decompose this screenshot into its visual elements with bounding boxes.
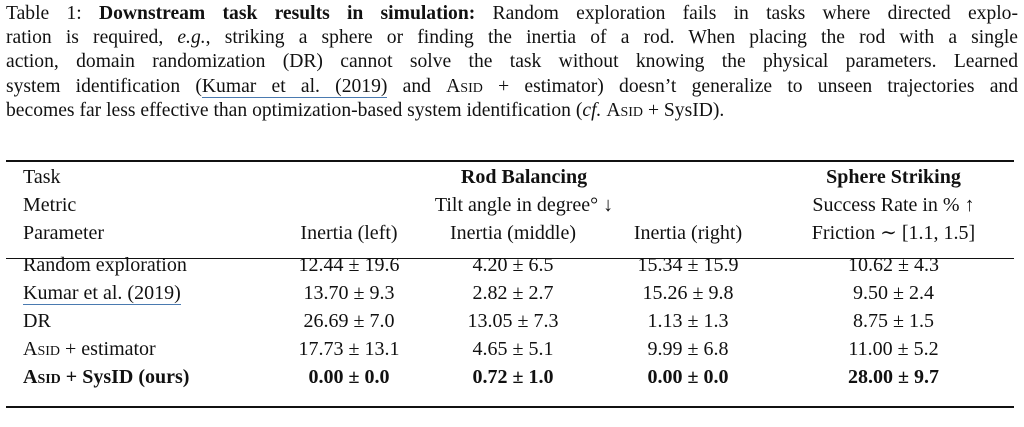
value-cell: 0.00 ± 0.0 xyxy=(308,366,390,388)
value-cell: 13.05 ± 7.3 xyxy=(467,310,559,332)
caption-text: action, domain randomization (DR) cannot solve the task without knowing the physical parameters. Learned xyxy=(6,51,1018,73)
table-row xyxy=(6,307,1014,335)
value-cell: 4.20 ± 6.5 xyxy=(472,254,554,276)
caption-text: becomes far less effective than optimization-based system identification ( xyxy=(6,99,583,121)
caption-bold-title: Downstream task results in simulation: xyxy=(98,3,476,24)
method-name: Random exploration xyxy=(23,254,187,276)
caption-italic: cf. xyxy=(582,99,602,121)
param-col-inertia-middle: Inertia (middle) xyxy=(449,222,577,244)
value-cell: 0.72 ± 1.0 xyxy=(472,366,554,388)
sphere-metric-header: Success Rate in % ↑ xyxy=(812,194,975,216)
method-name-suffix: + SysID (ours) xyxy=(60,366,190,388)
caption-text: + estimator) doesn’t generalize to unseen trajectories and xyxy=(482,75,1018,97)
caption-text: , striking a sphere or finding the inertia of a rod. When placing the rod with a single xyxy=(205,27,1018,49)
method-name-asid: Asid xyxy=(23,366,61,388)
method-name xyxy=(6,279,275,307)
value-cell: 17.73 ± 13.1 xyxy=(298,338,400,360)
caption-line-2 xyxy=(6,26,1018,50)
method-name xyxy=(6,335,275,363)
table-row xyxy=(6,335,1014,363)
parameter-label: Parameter xyxy=(23,222,105,244)
table-row xyxy=(6,279,1014,307)
caption-text: Random exploration fails in tasks where directed explo- xyxy=(475,3,1019,24)
value-cell: 9.99 ± 6.8 xyxy=(647,338,729,360)
table-bottom-rule xyxy=(6,406,1014,408)
caption-line-4 xyxy=(6,75,1018,99)
value-cell: 10.62 ± 4.3 xyxy=(848,254,939,276)
value-cell: 15.26 ± 9.8 xyxy=(642,282,734,304)
table-caption xyxy=(6,2,1018,123)
value-cell: 0.00 ± 0.0 xyxy=(647,366,729,388)
caption-table-number: Table 1: xyxy=(6,3,99,24)
rod-balancing-header: Rod Balancing xyxy=(460,166,588,188)
value-cell: 4.65 ± 5.1 xyxy=(472,338,554,360)
value-cell: 15.34 ± 15.9 xyxy=(637,254,739,276)
sphere-striking-header: Sphere Striking xyxy=(826,166,961,188)
method-name-asid: Asid xyxy=(23,338,61,360)
caption-text: system identification ( xyxy=(6,75,202,97)
table-row xyxy=(6,251,1014,279)
caption-line-3 xyxy=(6,50,1018,74)
value-cell: 26.69 ± 7.0 xyxy=(303,310,395,332)
value-cell: 2.82 ± 2.7 xyxy=(472,282,554,304)
value-cell: 1.13 ± 1.3 xyxy=(647,310,729,332)
caption-italic: e.g. xyxy=(177,27,206,49)
value-cell: 28.00 ± 9.7 xyxy=(848,366,939,388)
caption-line-5 xyxy=(6,99,1018,123)
method-name xyxy=(6,363,275,391)
table-row-ours xyxy=(6,363,1014,391)
value-cell: 8.75 ± 1.5 xyxy=(853,310,934,332)
citation-link[interactable]: Kumar et al. (2019) xyxy=(201,75,388,97)
method-name: DR xyxy=(23,310,51,332)
citation-link[interactable]: Kumar et al. (2019) xyxy=(23,282,181,304)
value-cell: 13.70 ± 9.3 xyxy=(303,282,395,304)
param-col-inertia-left: Inertia (left) xyxy=(300,222,398,244)
value-cell: 11.00 ± 5.2 xyxy=(848,338,939,360)
method-name-asid: Asid xyxy=(446,75,483,97)
table-top-rule xyxy=(6,160,1014,162)
value-cell: 9.50 ± 2.4 xyxy=(853,282,934,304)
param-col-inertia-right: Inertia (right) xyxy=(633,222,743,244)
task-label: Task xyxy=(23,166,61,188)
results-table xyxy=(6,163,1014,391)
rod-metric-header: Tilt angle in degree° ↓ xyxy=(434,194,614,216)
method-name-suffix: + estimator xyxy=(60,338,156,360)
value-cell: 12.44 ± 19.6 xyxy=(298,254,400,276)
caption-text: ration is required, xyxy=(6,27,178,49)
caption-text: and xyxy=(387,75,447,97)
param-col-friction: Friction ∼ [1.1, 1.5] xyxy=(811,222,976,244)
caption-text: + SysID). xyxy=(643,99,725,121)
header-row-metric xyxy=(6,191,1014,219)
caption-line-1 xyxy=(6,2,1018,26)
method-name-asid: Asid xyxy=(606,99,644,121)
header-row-parameter xyxy=(6,219,1014,247)
metric-label: Metric xyxy=(23,194,77,216)
header-row-task xyxy=(6,163,1014,191)
